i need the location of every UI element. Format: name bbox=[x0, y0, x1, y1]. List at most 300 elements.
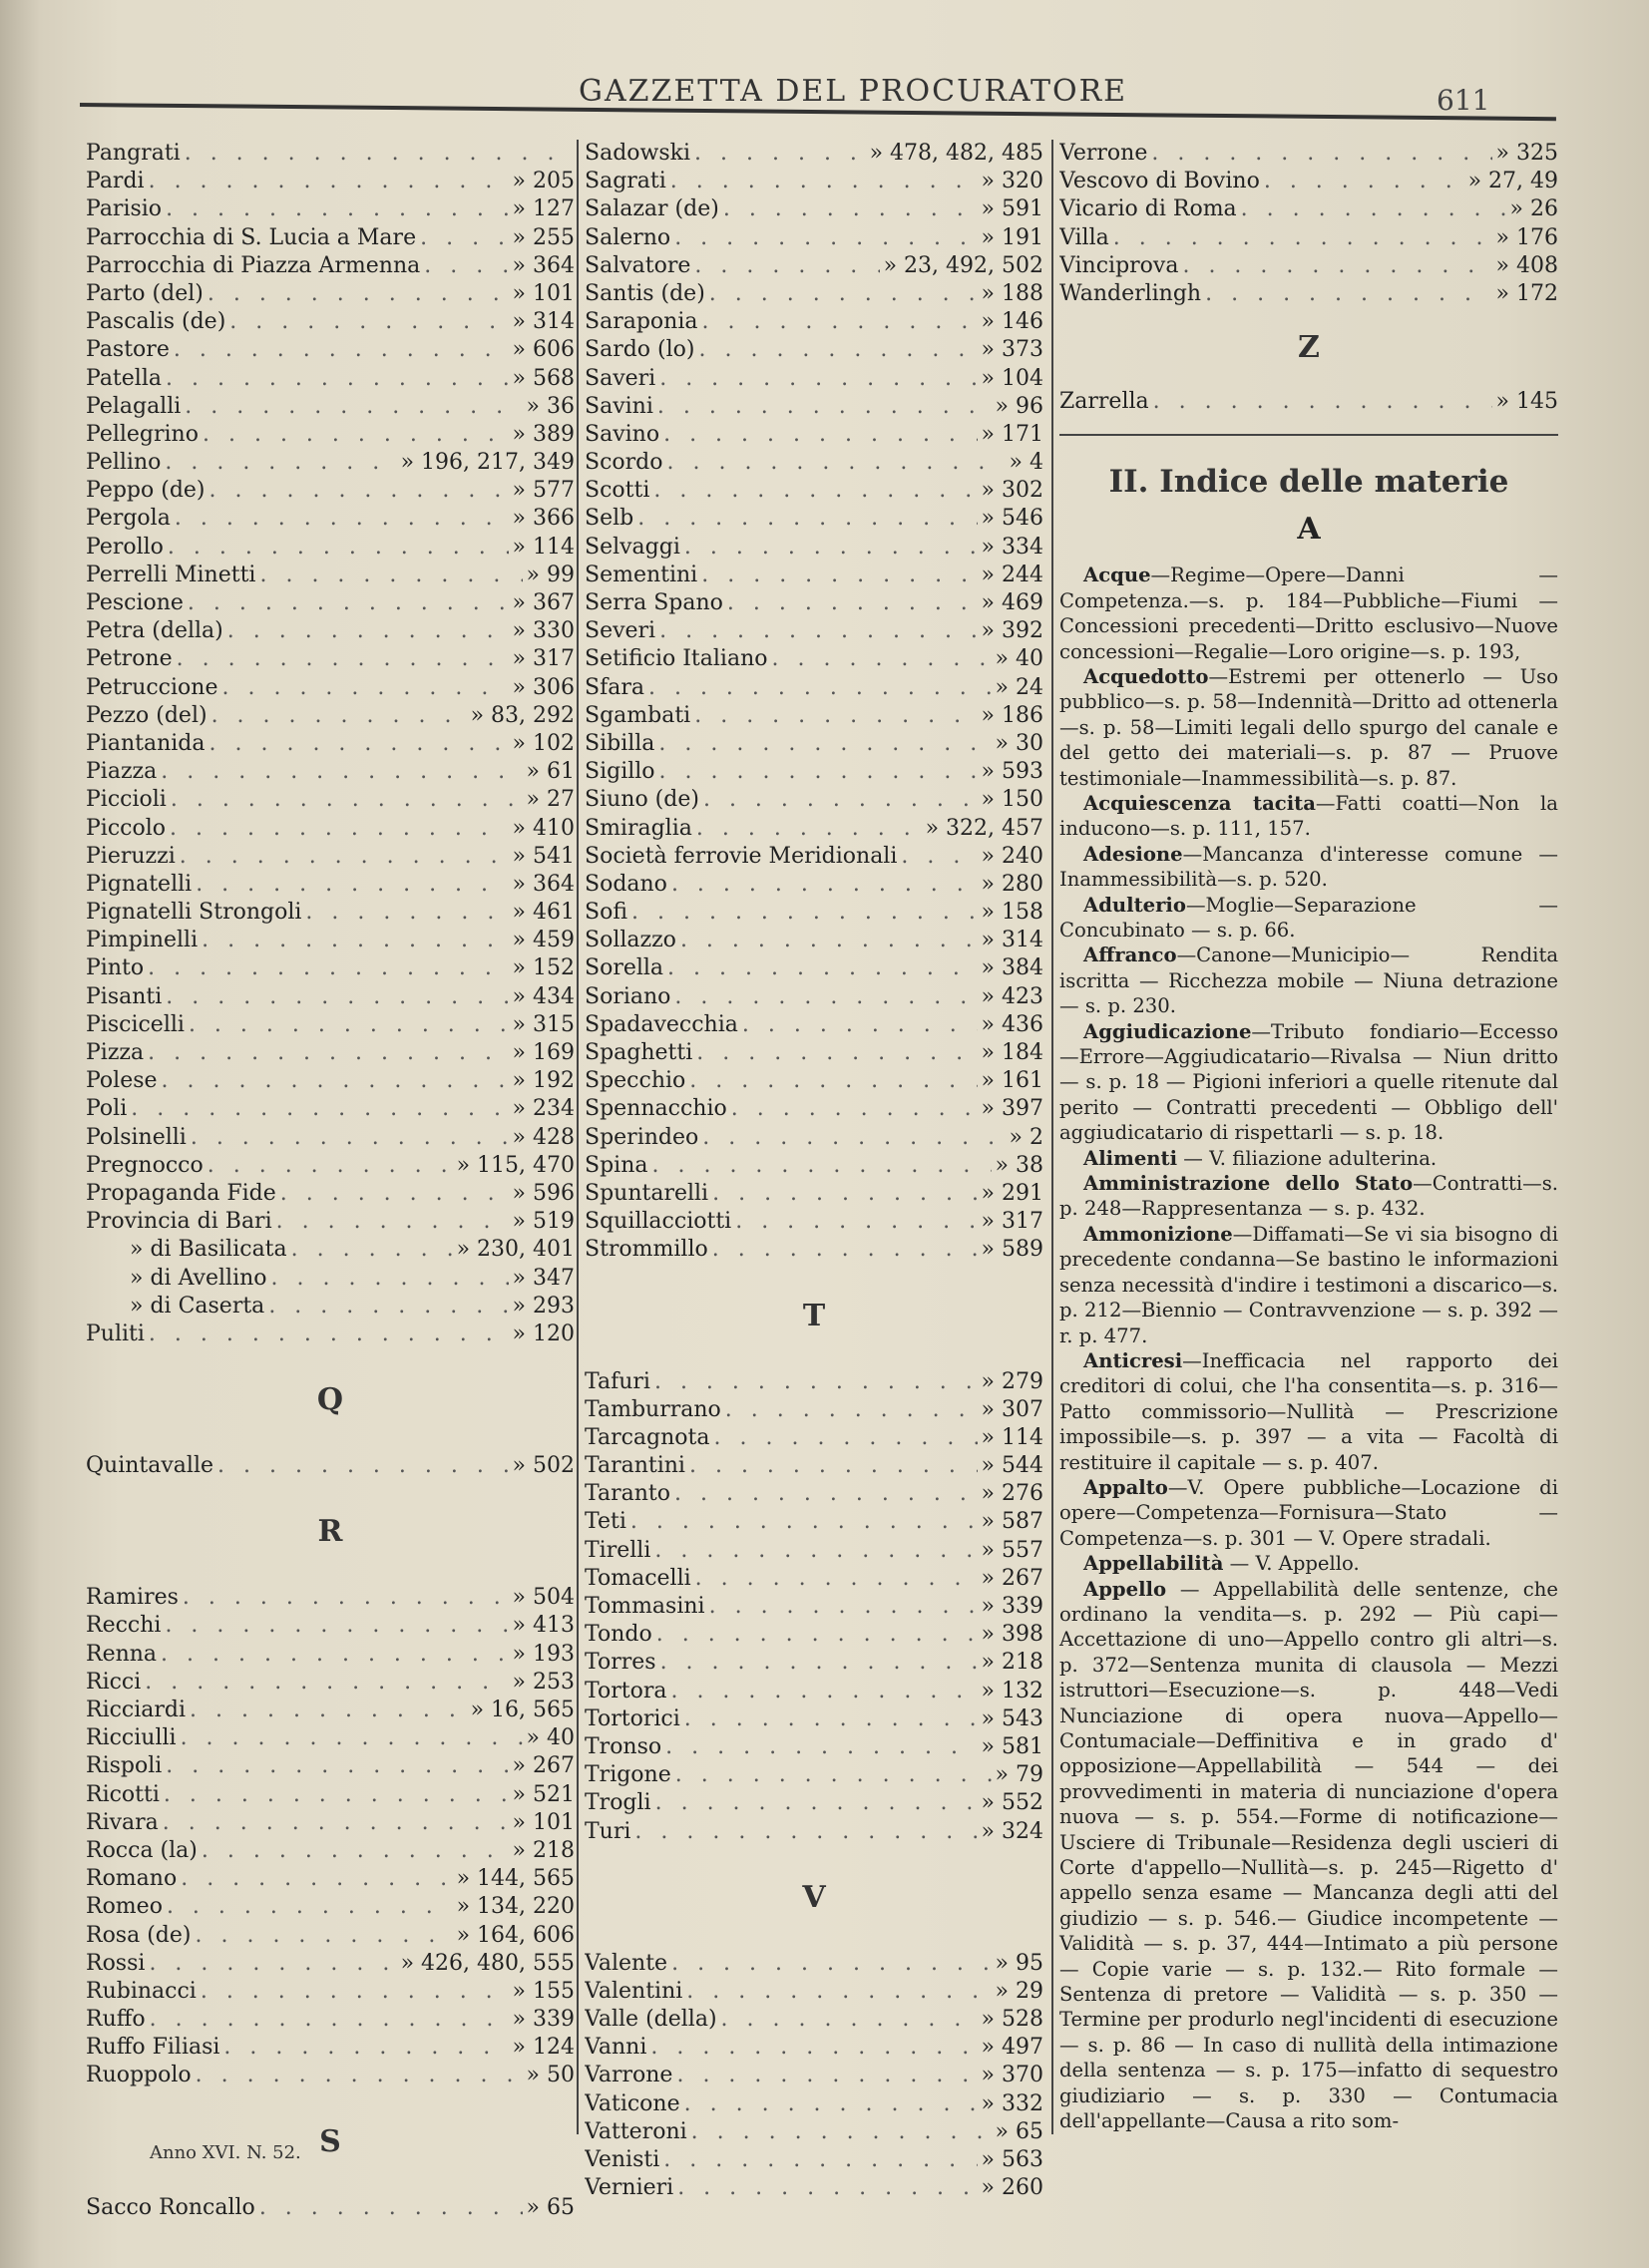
index-entry bbox=[585, 477, 1043, 505]
leader-dots bbox=[185, 140, 571, 168]
entry-page: » 114 bbox=[981, 1424, 1043, 1450]
entry-name: Ricciulli bbox=[86, 1725, 177, 1751]
entry-name: Petrone bbox=[86, 646, 173, 672]
entry-name: Pinto bbox=[86, 955, 145, 981]
leader-dots bbox=[694, 252, 879, 280]
leader-dots bbox=[166, 983, 508, 1011]
materia-text: —V. Opere pubbliche—Locazione di opere—Competenza—Fornisura—Stato — Competenza—s. p. 301 — V. Opere stradali. bbox=[1059, 1475, 1558, 1550]
index-entry bbox=[86, 786, 575, 814]
entry-page: » 544 bbox=[981, 1453, 1043, 1479]
index-entry bbox=[585, 899, 1043, 927]
entry-name: Pignatelli bbox=[86, 871, 193, 897]
materia-entry bbox=[1059, 1146, 1558, 1171]
leader-dots bbox=[276, 1208, 509, 1236]
leader-dots bbox=[167, 1893, 453, 1921]
index-entry bbox=[86, 1265, 575, 1293]
index-entry bbox=[86, 1950, 575, 1978]
entry-name: Trogli bbox=[585, 1790, 651, 1816]
names-s bbox=[86, 2194, 575, 2222]
index-entry bbox=[86, 1837, 575, 1865]
leader-dots bbox=[181, 1865, 452, 1893]
index-entry bbox=[585, 1396, 1043, 1424]
entry-name: Selb bbox=[585, 506, 634, 532]
index-entry bbox=[1059, 388, 1558, 416]
materia-keyword: Appello bbox=[1083, 1577, 1167, 1601]
entry-page: » 260 bbox=[981, 2175, 1043, 2201]
entry-page: » 324 bbox=[981, 1818, 1043, 1844]
entry-name: Pellino bbox=[86, 450, 162, 476]
entry-page: » 61 bbox=[526, 759, 575, 785]
entry-name: Piccioli bbox=[86, 787, 167, 813]
entry-name: Vanni bbox=[585, 2035, 647, 2061]
entry-name: Polsinelli bbox=[86, 1124, 187, 1150]
index-entry bbox=[86, 1180, 575, 1208]
index-entry bbox=[86, 449, 575, 477]
entry-name: Parrocchia di Piazza Armenna bbox=[86, 252, 421, 278]
entry-page: » 115, 470 bbox=[456, 1152, 575, 1178]
entry-name: Sardo (lo) bbox=[585, 337, 695, 363]
materia-entry bbox=[1059, 943, 1558, 1018]
entry-name: Verrone bbox=[1059, 141, 1148, 166]
entry-name: Salazar (de) bbox=[585, 196, 719, 222]
leader-dots bbox=[686, 1978, 991, 2006]
index-entry bbox=[86, 645, 575, 673]
entry-name: Ruffo bbox=[86, 2007, 146, 2033]
entry-name: Sadowski bbox=[585, 141, 691, 166]
index-entry bbox=[585, 674, 1043, 702]
index-entry bbox=[585, 562, 1043, 589]
names-v2 bbox=[1059, 140, 1558, 308]
index-entry bbox=[585, 308, 1043, 336]
leader-dots bbox=[648, 674, 992, 702]
entry-page: » 114 bbox=[512, 534, 575, 560]
leader-dots bbox=[702, 1124, 1005, 1152]
leader-dots bbox=[701, 308, 977, 336]
index-entry bbox=[585, 1678, 1043, 1705]
entry-name: Spadavecchia bbox=[585, 1011, 738, 1037]
entry-name: Tarantini bbox=[585, 1453, 685, 1479]
materia-keyword: Adesione bbox=[1083, 842, 1183, 866]
entry-name: Pignatelli Strongoli bbox=[86, 900, 302, 926]
leader-dots bbox=[660, 1649, 978, 1677]
materia-keyword: Acque bbox=[1083, 564, 1151, 587]
index-entry bbox=[585, 927, 1043, 954]
index-entry bbox=[86, 1095, 575, 1123]
names-p bbox=[86, 140, 575, 1348]
entry-page: » 30 bbox=[995, 730, 1043, 756]
materia-entry bbox=[1059, 791, 1558, 842]
leader-dots bbox=[651, 1152, 991, 1180]
index-entry bbox=[585, 365, 1043, 393]
entry-name: Soriano bbox=[585, 983, 671, 1009]
materia-keyword: Acquedotto bbox=[1083, 664, 1209, 688]
materia-entry bbox=[1059, 1019, 1558, 1146]
index-entry bbox=[585, 1011, 1043, 1039]
entry-page: » 302 bbox=[981, 478, 1043, 504]
entry-name: Tondo bbox=[585, 1622, 652, 1648]
entry-page: » 521 bbox=[512, 1781, 575, 1807]
leader-dots bbox=[676, 2062, 977, 2089]
entry-name: Pezzo (del) bbox=[86, 702, 207, 728]
entry-name: Turi bbox=[585, 1818, 631, 1844]
index-entry bbox=[585, 280, 1043, 308]
leader-dots bbox=[667, 954, 978, 982]
index-entry bbox=[86, 2006, 575, 2034]
entry-page: » 461 bbox=[512, 900, 575, 926]
leader-dots bbox=[1205, 280, 1491, 308]
materia-text: —Fatti coatti—Non la inducono—s. p. 111, 157. bbox=[1059, 791, 1558, 841]
entry-name: Ricciardi bbox=[86, 1698, 187, 1722]
index-entry bbox=[86, 1612, 575, 1640]
entry-page: » 317 bbox=[512, 646, 575, 672]
leader-dots bbox=[209, 477, 509, 505]
materia-keyword: Ammonizione bbox=[1083, 1222, 1233, 1246]
entry-name: Pimpinelli bbox=[86, 928, 199, 953]
index-entry bbox=[585, 1067, 1043, 1095]
index-entry bbox=[86, 1669, 575, 1697]
entry-name: Specchio bbox=[585, 1068, 686, 1094]
leader-dots bbox=[671, 871, 978, 899]
materia-entry bbox=[1059, 1171, 1558, 1222]
entry-page: » 317 bbox=[981, 1209, 1043, 1235]
index-entry bbox=[585, 2090, 1043, 2118]
section-rule bbox=[1059, 434, 1558, 436]
entry-name: Piantanida bbox=[86, 730, 206, 756]
materia-keyword: Appellabilità bbox=[1083, 1552, 1224, 1576]
leader-dots bbox=[698, 336, 977, 364]
leader-dots bbox=[1241, 195, 1506, 223]
materia-entry bbox=[1059, 664, 1558, 791]
entry-name: Varrone bbox=[585, 2063, 673, 2088]
index-entry bbox=[585, 702, 1043, 730]
entry-page: » 392 bbox=[981, 618, 1043, 644]
entry-page: » 240 bbox=[981, 843, 1043, 869]
entry-name: Teti bbox=[585, 1509, 626, 1535]
leader-dots bbox=[663, 2146, 977, 2174]
index-entry bbox=[585, 1761, 1043, 1789]
entry-page: » 568 bbox=[512, 365, 575, 391]
materia-text: —Inefficacia nel rapporto dei creditori di colui, che l'ha consentita—s. p. 316—Patto commissorio—Nullità — Prescrizione impossibile—s. p. 397 — a vita — Facoltà di restituire il capitale — s. p. 407. bbox=[1059, 1348, 1558, 1474]
entry-page: » 101 bbox=[512, 280, 575, 306]
entry-name: Pardi bbox=[86, 169, 145, 194]
index-entry bbox=[585, 871, 1043, 899]
index-entry bbox=[86, 224, 575, 252]
entry-name: Serra Spano bbox=[585, 590, 723, 615]
entry-name: Torres bbox=[585, 1650, 656, 1676]
entry-page: » 434 bbox=[512, 983, 575, 1009]
entry-page: » 186 bbox=[981, 702, 1043, 728]
entry-name: Vernieri bbox=[585, 2175, 674, 2201]
leader-dots bbox=[701, 562, 977, 589]
index-entry bbox=[585, 1649, 1043, 1677]
entry-name: Rosa (de) bbox=[86, 1922, 192, 1948]
entry-name: Trigone bbox=[585, 1762, 671, 1788]
entry-name: Pangrati bbox=[86, 141, 181, 166]
entry-name: Tirelli bbox=[585, 1537, 651, 1563]
index-entry bbox=[585, 1124, 1043, 1152]
index-entry bbox=[585, 1593, 1043, 1621]
names-z bbox=[1059, 388, 1558, 416]
entry-name: Smiraglia bbox=[585, 815, 692, 841]
leader-dots bbox=[735, 1208, 977, 1236]
leader-dots bbox=[420, 224, 508, 252]
entry-page: » 65 bbox=[995, 2118, 1043, 2144]
leader-dots bbox=[721, 2006, 978, 2034]
leader-dots bbox=[696, 815, 922, 843]
index-entry bbox=[585, 815, 1043, 843]
leader-dots bbox=[188, 589, 509, 617]
materia-entry bbox=[1059, 1475, 1558, 1551]
entry-page: » 158 bbox=[981, 900, 1043, 926]
entry-page: » 504 bbox=[512, 1585, 575, 1611]
entry-page: » 366 bbox=[512, 506, 575, 532]
leader-dots bbox=[1153, 388, 1492, 416]
index-entry bbox=[86, 927, 575, 954]
entry-name: Severi bbox=[585, 618, 656, 644]
entry-page: » 176 bbox=[1495, 224, 1558, 250]
index-entry bbox=[86, 505, 575, 533]
index-entry bbox=[585, 1452, 1043, 1480]
entry-page: » 589 bbox=[981, 1237, 1043, 1263]
entry-name: Ricotti bbox=[86, 1781, 160, 1807]
section-letter-t: T bbox=[802, 1298, 826, 1333]
entry-name: Sgambati bbox=[585, 702, 691, 728]
index-entry bbox=[1059, 280, 1558, 308]
index-entry bbox=[86, 674, 575, 702]
leader-dots bbox=[653, 477, 977, 505]
entry-page: » 280 bbox=[981, 871, 1043, 897]
leader-dots bbox=[714, 1424, 978, 1452]
leader-dots bbox=[189, 1011, 509, 1039]
index-entry bbox=[86, 1752, 575, 1780]
entry-page: » 184 bbox=[981, 1040, 1043, 1065]
entry-name: Piazza bbox=[86, 759, 158, 785]
entry-name: Propaganda Fide bbox=[86, 1180, 276, 1206]
leader-dots bbox=[691, 2118, 992, 2146]
leader-dots bbox=[689, 1067, 977, 1095]
index-entry bbox=[86, 2034, 575, 2062]
materia-text: —Moglie—Separazione — Concubinato — s. p. 66. bbox=[1059, 893, 1558, 942]
entry-name: Vescovo di Bovino bbox=[1059, 169, 1260, 194]
index-entry bbox=[585, 1208, 1043, 1236]
leader-dots bbox=[202, 1837, 509, 1865]
index-entry bbox=[86, 168, 575, 195]
names-t bbox=[585, 1368, 1043, 1846]
index-entry bbox=[86, 1893, 575, 1921]
index-entry bbox=[585, 1508, 1043, 1536]
entry-page: » 40 bbox=[526, 1725, 575, 1751]
index-entry bbox=[86, 1321, 575, 1348]
entry-name: Selvaggi bbox=[585, 534, 680, 560]
entry-name: Tafuri bbox=[585, 1368, 650, 1394]
index-entry bbox=[86, 1124, 575, 1152]
leader-dots bbox=[148, 954, 508, 982]
entry-page: » 101 bbox=[512, 1809, 575, 1835]
entry-page: » 152 bbox=[512, 955, 575, 981]
leader-dots bbox=[656, 1621, 978, 1649]
entry-page: » 428 bbox=[512, 1124, 575, 1150]
materia-keyword: Amministrazione dello Stato bbox=[1083, 1172, 1414, 1196]
leader-dots bbox=[674, 1480, 978, 1508]
materia-keyword: Appalto bbox=[1083, 1475, 1168, 1499]
index-entry bbox=[585, 2174, 1043, 2202]
entry-name: Quintavalle bbox=[86, 1453, 214, 1479]
leader-dots bbox=[1264, 168, 1464, 195]
leader-dots bbox=[165, 449, 396, 477]
leader-dots bbox=[657, 393, 992, 421]
entry-page: » 253 bbox=[512, 1669, 575, 1695]
entry-name: Rubinacci bbox=[86, 1978, 197, 2004]
materia-keyword: Anticresi bbox=[1083, 1348, 1183, 1372]
index-entry bbox=[86, 730, 575, 758]
index-entry bbox=[86, 815, 575, 843]
entry-page: » 332 bbox=[981, 2090, 1043, 2116]
index-entry bbox=[585, 617, 1043, 645]
leader-dots bbox=[203, 421, 509, 449]
entry-page: » 552 bbox=[981, 1790, 1043, 1816]
entry-name: Petruccione bbox=[86, 674, 218, 700]
index-entry bbox=[585, 421, 1043, 449]
index-entry bbox=[86, 393, 575, 421]
entry-name: Renna bbox=[86, 1641, 158, 1667]
entry-name: Savini bbox=[585, 393, 653, 419]
index-entry bbox=[1059, 140, 1558, 168]
entry-page: » 36 bbox=[526, 393, 575, 419]
index-entry bbox=[585, 336, 1043, 364]
entry-name: Vatteroni bbox=[585, 2118, 687, 2144]
index-entry bbox=[585, 589, 1043, 617]
column-divider bbox=[577, 140, 579, 2134]
leader-dots bbox=[703, 786, 978, 814]
entry-name: Taranto bbox=[585, 1481, 670, 1507]
entry-page: » 146 bbox=[981, 309, 1043, 335]
entry-page: » 528 bbox=[981, 2007, 1043, 2033]
index-entry bbox=[585, 1565, 1043, 1593]
entry-page: » 423 bbox=[981, 983, 1043, 1009]
entry-page: » 38 bbox=[995, 1152, 1043, 1178]
index-entry bbox=[585, 1789, 1043, 1817]
index-entry bbox=[585, 983, 1043, 1011]
entry-page: » 596 bbox=[512, 1180, 575, 1206]
entry-name: » di Avellino bbox=[130, 1265, 267, 1291]
entry-name: Sagrati bbox=[585, 169, 666, 194]
entry-page: » 188 bbox=[981, 280, 1043, 306]
leader-dots bbox=[149, 168, 509, 195]
entry-name: Società ferrovie Meridionali bbox=[585, 843, 898, 869]
leader-dots bbox=[725, 1396, 978, 1424]
entry-page: » 145 bbox=[1495, 389, 1558, 415]
entry-page: » 218 bbox=[981, 1650, 1043, 1676]
entry-page: » 96 bbox=[995, 393, 1043, 419]
entry-page: » 606 bbox=[512, 337, 575, 363]
entry-page: » 320 bbox=[981, 169, 1043, 194]
entry-name: Parisio bbox=[86, 196, 163, 222]
leader-dots bbox=[677, 2174, 977, 2202]
materia-entry bbox=[1059, 842, 1558, 893]
leader-dots bbox=[684, 1705, 978, 1733]
leader-dots bbox=[637, 505, 977, 533]
entry-name: Sofi bbox=[585, 900, 627, 926]
index-entry bbox=[86, 1293, 575, 1321]
index-entry bbox=[86, 1809, 575, 1837]
entry-name: Wanderlingh bbox=[1059, 280, 1202, 306]
leader-dots bbox=[723, 195, 978, 223]
entry-name: Romano bbox=[86, 1866, 178, 1892]
leader-dots bbox=[145, 1669, 508, 1697]
entry-name: Venisti bbox=[585, 2147, 660, 2172]
leader-dots bbox=[727, 589, 978, 617]
leader-dots bbox=[268, 1293, 508, 1321]
leader-dots bbox=[201, 1978, 509, 2006]
names-s2 bbox=[585, 140, 1043, 1265]
leader-dots bbox=[634, 1818, 977, 1846]
index-entry bbox=[86, 1865, 575, 1893]
entry-page: » 27 bbox=[526, 787, 575, 813]
leader-dots bbox=[161, 1641, 509, 1669]
entry-page: » 563 bbox=[981, 2147, 1043, 2172]
entry-page bbox=[571, 140, 575, 168]
entry-page: » 408 bbox=[1495, 252, 1558, 278]
entry-page: » 384 bbox=[981, 955, 1043, 981]
leader-dots bbox=[772, 645, 992, 673]
entry-page: » 314 bbox=[512, 309, 575, 335]
entry-name: Vicario di Roma bbox=[1059, 196, 1237, 222]
leader-dots bbox=[654, 1368, 978, 1396]
leader-dots bbox=[671, 1950, 991, 1978]
index-entry bbox=[86, 1067, 575, 1095]
index-entry bbox=[585, 645, 1043, 673]
entry-name: Pescione bbox=[86, 590, 184, 615]
leader-dots bbox=[196, 871, 508, 899]
leader-dots bbox=[195, 1922, 452, 1950]
entry-name: Petra (della) bbox=[86, 618, 223, 644]
leader-dots bbox=[655, 1789, 978, 1817]
entry-page: » 546 bbox=[981, 506, 1043, 532]
index-entry bbox=[585, 1950, 1043, 1978]
entry-page: » 315 bbox=[512, 1011, 575, 1037]
index-entry bbox=[585, 758, 1043, 786]
entry-page: » 230, 401 bbox=[456, 1237, 575, 1263]
index-entry bbox=[585, 2146, 1043, 2174]
entry-page: » 2 bbox=[1009, 1124, 1043, 1150]
materia-text: —Regime—Opere—Danni — Competenza.—s. p. 184—Pubbliche—Fiumi — Concessioni precedenti—Dritto esclusivo—Nuove concessioni—Regalie—Loro origine—s. p. 193, bbox=[1059, 564, 1558, 663]
leader-dots bbox=[165, 1612, 508, 1640]
entry-page: » 104 bbox=[981, 365, 1043, 391]
index-entry bbox=[585, 1621, 1043, 1649]
leader-dots bbox=[674, 983, 977, 1011]
index-entry bbox=[1059, 252, 1558, 280]
leader-dots bbox=[217, 1452, 509, 1480]
entry-name: Sfara bbox=[585, 674, 644, 700]
section-letter-q: Q bbox=[316, 1382, 344, 1418]
entry-page: » 577 bbox=[512, 478, 575, 504]
entry-page: » 50 bbox=[526, 2063, 575, 2088]
entry-page: » 127 bbox=[512, 196, 575, 222]
index-entry bbox=[86, 899, 575, 927]
leader-dots bbox=[148, 1039, 508, 1067]
entry-page: » 373 bbox=[981, 337, 1043, 363]
entry-page: » 397 bbox=[981, 1096, 1043, 1122]
entry-name: Perrelli Minetti bbox=[86, 562, 256, 587]
entry-name: Valle (della) bbox=[585, 2007, 717, 2033]
index-entry bbox=[585, 140, 1043, 168]
materia-text: —Canone—Municipio— Rendita iscritta — Ricchezza mobile — Niuna detrazione — s. p. 230. bbox=[1059, 944, 1558, 1018]
entry-name: Tomacelli bbox=[585, 1565, 691, 1591]
leader-dots bbox=[223, 2034, 508, 2062]
entry-name: Villa bbox=[1059, 224, 1109, 250]
entry-name: Parto (del) bbox=[86, 280, 204, 306]
entry-name: Scotti bbox=[585, 478, 650, 504]
